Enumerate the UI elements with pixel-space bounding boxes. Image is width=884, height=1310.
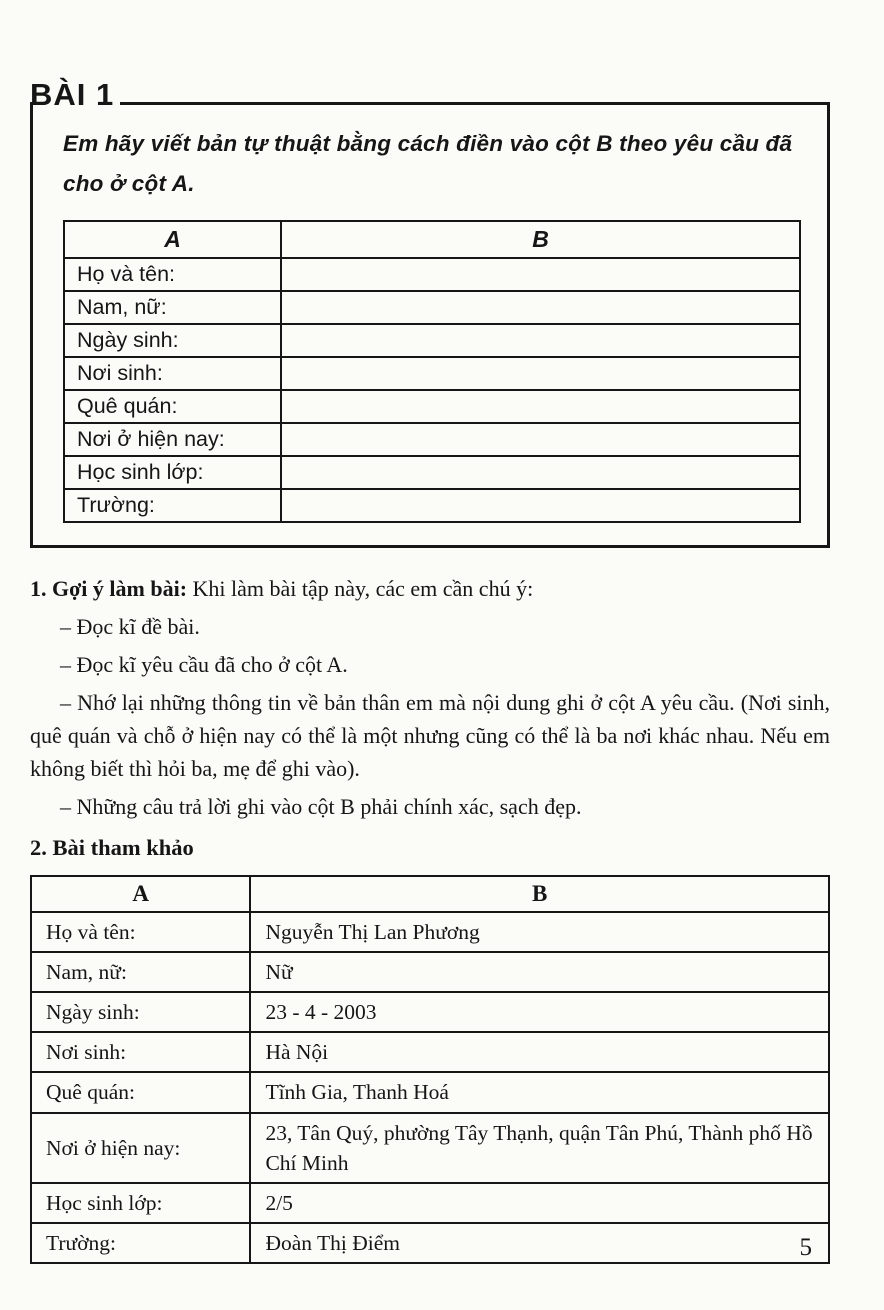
table-row [64,258,800,291]
header-rule [120,102,830,105]
row-label-cell: Họ và tên: [64,258,281,291]
table-row [31,1072,829,1112]
row-label-cell: Họ và tên: [31,912,250,952]
row-label-cell: Quê quán: [64,390,281,423]
row-label-cell: Nam, nữ: [31,952,250,992]
row-label-cell: Ngày sinh: [64,324,281,357]
row-label-cell: Nơi sinh: [64,357,281,390]
row-label-cell: Nơi ở hiện nay: [31,1113,250,1183]
guidance-bullet: – Đọc kĩ đề bài. [60,614,200,640]
row-value-cell: Nữ [250,952,829,992]
guidance-bullet: – Những câu trả lời ghi vào cột B phải chính xác, sạch đẹp. [60,794,582,820]
row-label-cell: Học sinh lớp: [31,1183,250,1223]
lesson-title: BÀI 1 [30,77,115,112]
table-row [64,423,800,456]
row-label-cell: Trường: [64,489,281,522]
blank-cell [281,456,800,489]
row-value-cell: 23, Tân Quý, phường Tây Thạnh, quận Tân Phú, Thành phố Hồ Chí Minh [250,1113,829,1183]
guidance-heading: 1. Gợi ý làm bài: [30,576,188,602]
row-value-cell: Tĩnh Gia, Thanh Hoá [250,1072,829,1112]
table-header-row [64,221,800,258]
table-row [31,992,829,1032]
row-label-cell: Quê quán: [31,1072,250,1112]
column-header-b: B [250,876,829,912]
column-header-a: A [64,221,281,258]
blank-cell [281,258,800,291]
row-value-cell: Hà Nội [250,1032,829,1072]
reference-heading: 2. Bài tham khảo [30,835,194,861]
table-row [31,912,829,952]
blank-table [63,220,801,523]
row-label-cell: Trường: [31,1223,250,1263]
row-label-cell: Nam, nữ: [64,291,281,324]
row-value-cell: Nguyễn Thị Lan Phương [250,912,829,952]
table-header-row [31,876,829,912]
page-number: 5 [799,1234,812,1261]
guidance-intro [30,572,830,605]
row-label-cell: Học sinh lớp: [64,456,281,489]
table-row [64,324,800,357]
table-row [64,390,800,423]
table-row [31,1113,829,1183]
blank-cell [281,291,800,324]
row-value-cell: 23 - 4 - 2003 [250,992,829,1032]
exercise-prompt: Em hãy viết bản tự thuật bằng cách điền vào cột B theo yêu cầu đã cho ở cột A. [63,131,793,197]
guidance-bullet: – Đọc kĩ yêu cầu đã cho ở cột A. [60,652,348,678]
table-row [64,357,800,390]
blank-cell [281,324,800,357]
row-value-cell: Đoàn Thị Điểm [250,1223,829,1263]
row-value-cell: 2/5 [250,1183,829,1223]
row-label-cell: Nơi sinh: [31,1032,250,1072]
guidance-intro-text: Khi làm bài tập này, các em cần chú ý: [187,576,534,602]
blank-cell [281,357,800,390]
row-label-cell: Ngày sinh: [31,992,250,1032]
table-row [31,952,829,992]
guidance-bullet: – Nhớ lại những thông tin về bản thân em mà nội dung ghi ở cột A yêu cầu. (Nơi sinh, quê quán và chỗ ở hiện nay có thể là một nhưng cũng có thể là ba nơi khác nhau. Nếu em không biết thì hỏi ba, mẹ để ghi vào). [30,690,830,782]
column-header-b: B [281,221,800,258]
table-row [64,291,800,324]
exercise-box [30,102,830,548]
blank-cell [281,423,800,456]
column-header-a: A [31,876,250,912]
table-row [31,1183,829,1223]
reference-table [30,875,830,1264]
row-label-cell: Nơi ở hiện nay: [64,423,281,456]
table-row [31,1032,829,1072]
blank-cell [281,489,800,522]
blank-cell [281,390,800,423]
table-row [64,489,800,522]
table-row [31,1223,829,1263]
table-row [64,456,800,489]
